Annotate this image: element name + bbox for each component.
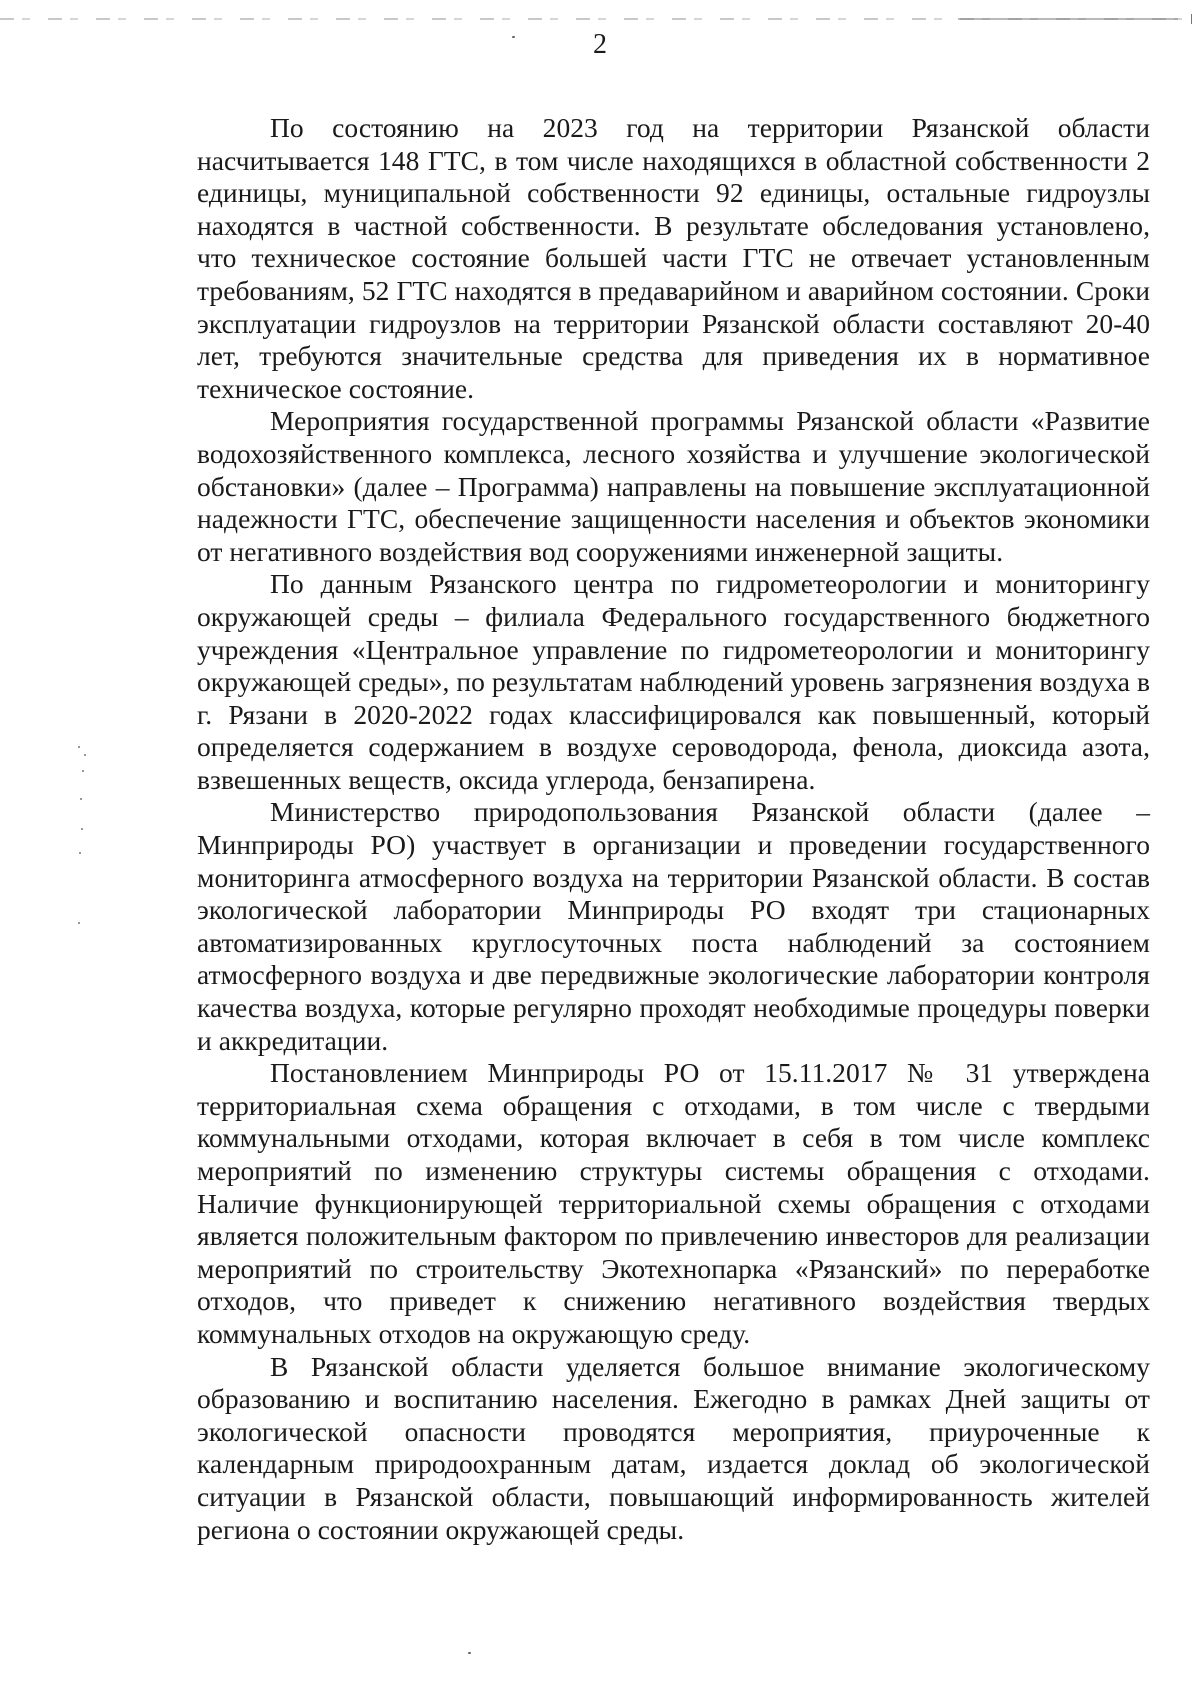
document-body <box>197 112 1150 1546</box>
scan-speck <box>468 1652 471 1654</box>
page-number: 2 <box>593 29 607 60</box>
scan-top-edge-right <box>958 18 1178 20</box>
paragraph-hydraulic-structures: По состоянию на 2023 год на территории Рязанской области насчитывается 148 ГТС, в том числе находящихся в областной собственности 2 единицы, муниципальной собственности 92 единицы, остальные гидроузлы находятся в частной собственности. В результате обследования установлено, что техническое состояние большей части ГТС не отвечает установленным требованиям, 52 ГТС находятся в предаварийном и аварийном состоянии. Сроки эксплуатации гидроузлов на территории Рязанской области составляют 20-40 лет, требуются значительные средства для приведения их в нормативное техническое состояние. <box>197 112 1150 404</box>
paragraph-waste-management: Постановлением Минприроды РО от 15.11.2017 № 31 утверждена территориальная схема обращения с отходами, в том числе с твердыми коммунальными отходами, которая включает в себя в том числе комплекс мероприятий по изменению структуры системы обращения с отходами. Наличие функционирующей территориальной схемы обращения с отходами является положительным фактором по привлечению инвесторов для реализации мероприятий по строительству Экотехнопарка «Рязанский» по переработке отходов, что приведет к снижению негативного воздействия твердых коммунальных отходов на окружающую среду. <box>197 1057 1150 1349</box>
scan-corner-mark <box>1191 14 1192 24</box>
scan-margin-specks <box>78 746 92 946</box>
paragraph-state-program: Мероприятия государственной программы Рязанской области «Развитие водохозяйственного комплекса, лесного хозяйства и улучшение экологической обстановки» (далее – Программа) направлены на повышение эксплуатационной надежности ГТС, обеспечение защищенности населения и объектов экономики от негативного воздействия вод сооружениями инженерной защиты. <box>197 405 1150 567</box>
scan-speck <box>512 36 515 38</box>
paragraph-air-monitoring: Министерство природопользования Рязанской области (далее – Минприроды РО) участвует в организации и проведении государственного мониторинга атмосферного воздуха на территории Рязанской области. В состав экологической лаборатории Минприроды РО входят три стационарных автоматизированных круглосуточных поста наблюдений за состоянием атмосферного воздуха и две передвижные экологические лаборатории контроля качества воздуха, которые регулярно проходят необходимые процедуры поверки и аккредитации. <box>197 796 1150 1056</box>
paragraph-air-pollution: По данным Рязанского центра по гидрометеорологии и мониторингу окружающей среды – филиала Федерального государственного бюджетного учреждения «Центральное управление по гидрометеорологии и мониторингу окружающей среды», по результатам наблюдений уровень загрязнения воздуха в г. Рязани в 2020-2022 годах классифицировался как повышенный, который определяется содержанием в воздухе сероводорода, фенола, диоксида азота, взвешенных веществ, оксида углерода, бензапирена. <box>197 568 1150 795</box>
paragraph-environmental-education: В Рязанской области уделяется большое внимание экологическому образованию и воспитанию населения. Ежегодно в рамках Дней защиты от экологической опасности проводятся мероприятия, приуроченные к календарным природоохранным датам, издается доклад об экологической ситуации в Рязанской области, повышающий информированность жителей региона о состоянии окружающей среды. <box>197 1350 1150 1545</box>
